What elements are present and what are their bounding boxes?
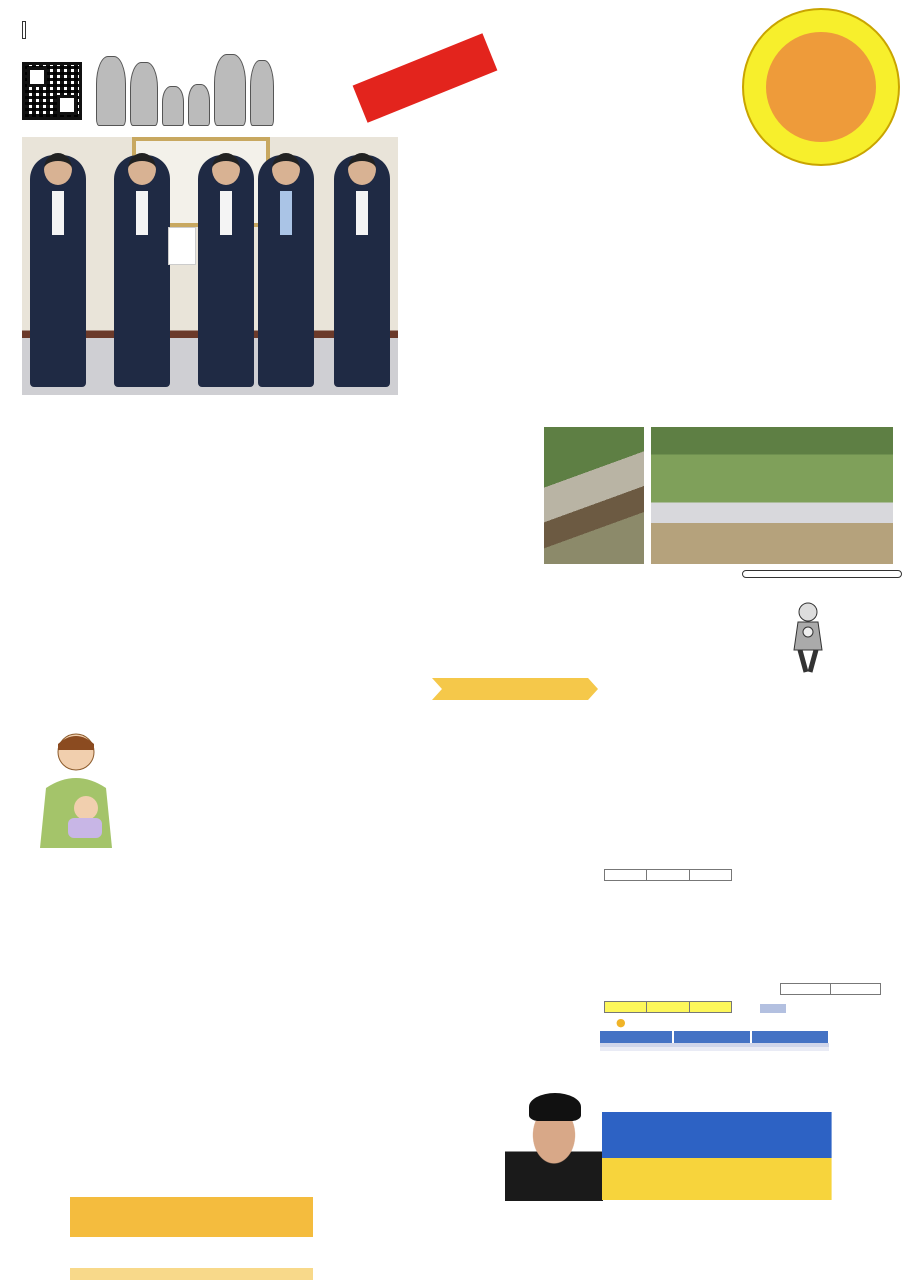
report-banner (602, 1112, 832, 1200)
aichi-rate-row (604, 1001, 732, 1013)
step21-logo (742, 8, 900, 166)
pref-top10-table (604, 869, 732, 881)
leave-table-caption: ● (616, 1016, 626, 1029)
next-page-edge (70, 1268, 313, 1280)
childcare-package-tag (432, 678, 598, 700)
representative-portrait (505, 1091, 603, 1201)
metro-legend-swatch (760, 1004, 786, 1013)
qr-code[interactable] (22, 62, 82, 120)
parent-baby-illustration (28, 728, 124, 848)
petition-document (168, 227, 196, 265)
national-rate (780, 983, 881, 995)
request-item-1 (410, 342, 805, 362)
births-count-banner (353, 33, 498, 123)
family-illustration (96, 54, 281, 126)
flood-photo-sandbags (651, 427, 893, 564)
fertility-rate-chart (600, 678, 909, 853)
document-header (22, 22, 26, 38)
chart-plot (600, 678, 909, 853)
superhero-illustration (778, 600, 838, 675)
flood-photo-riverbank (544, 427, 644, 564)
childcare-leave-table (600, 1031, 830, 1051)
meeting-photo (22, 137, 398, 395)
doc-type-label (22, 21, 26, 39)
party-banner (70, 1197, 313, 1237)
speech-bubble (742, 570, 902, 578)
